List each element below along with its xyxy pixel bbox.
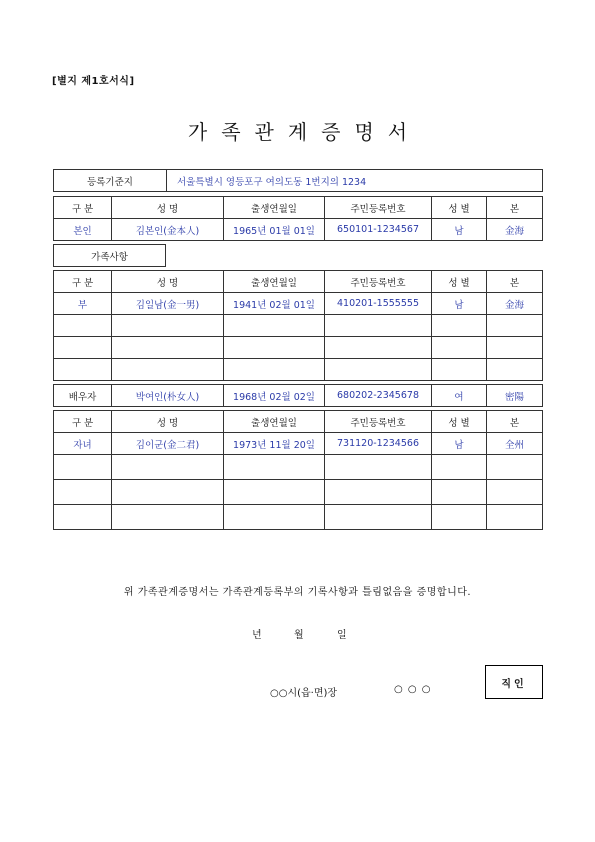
col-id: 주민등록번호 (325, 411, 432, 433)
family-section-label (53, 244, 166, 267)
spouse-id: 680202-2345678 (325, 385, 432, 407)
parents-table (53, 270, 543, 381)
col-name: 성 명 (112, 411, 224, 433)
table-row (54, 455, 543, 480)
col-origin: 본 (487, 411, 543, 433)
col-id: 주민등록번호 (325, 271, 432, 293)
col-type: 구 분 (54, 197, 112, 219)
col-name: 성 명 (112, 271, 224, 293)
issuer-name: ○ ○ ○ (394, 684, 432, 695)
parent-birth: 1941년 02월 01일 (224, 293, 325, 315)
self-birth: 1965년 01월 01일 (224, 219, 325, 241)
spouse-type: 배우자 (54, 385, 112, 407)
child-name: 김이군(金二君) (112, 433, 224, 455)
table-row (54, 433, 543, 455)
child-birth: 1973년 11월 20일 (224, 433, 325, 455)
table-row (54, 505, 543, 530)
col-origin: 본 (487, 271, 543, 293)
form-label: [별지 제1호서식] (52, 76, 135, 87)
table-row (54, 385, 543, 407)
table-row (54, 293, 543, 315)
table-row (54, 315, 543, 337)
header-row (54, 197, 543, 219)
children-table (53, 410, 543, 530)
registration-table (53, 169, 543, 192)
table-row (54, 359, 543, 381)
col-birth: 출생연월일 (224, 197, 325, 219)
col-origin: 본 (487, 197, 543, 219)
date-month: 월 (294, 630, 304, 641)
col-sex: 성 별 (432, 271, 487, 293)
child-sex: 남 (432, 433, 487, 455)
child-origin: 全州 (487, 433, 543, 455)
date-year: 년 (252, 630, 262, 641)
col-birth: 출생연월일 (224, 271, 325, 293)
self-table (53, 196, 543, 241)
spouse-name: 박여인(朴女人) (112, 385, 224, 407)
col-sex: 성 별 (432, 197, 487, 219)
spouse-table (53, 384, 543, 407)
self-origin: 金海 (487, 219, 543, 241)
col-id: 주민등록번호 (325, 197, 432, 219)
table-row (54, 337, 543, 359)
child-type: 자녀 (54, 433, 112, 455)
table-row (54, 480, 543, 505)
date-day: 일 (337, 630, 347, 641)
col-sex: 성 별 (432, 411, 487, 433)
parent-origin: 金海 (487, 293, 543, 315)
parent-sex: 남 (432, 293, 487, 315)
official-seal-box: 직인 (485, 665, 543, 699)
col-birth: 출생연월일 (224, 411, 325, 433)
header-row (54, 271, 543, 293)
issuer-office: ○○시(읍·면)장 (270, 688, 338, 699)
col-name: 성 명 (112, 197, 224, 219)
child-id: 731120-1234566 (325, 433, 432, 455)
registration-value: 서울특별시 영등포구 여의도동 1번지의 1234 (167, 170, 543, 192)
parent-name: 김일남(金一男) (112, 293, 224, 315)
family-section-text: 가족사항 (54, 245, 166, 267)
self-sex: 남 (432, 219, 487, 241)
registration-label: 등록기준지 (54, 170, 167, 192)
spouse-origin: 密陽 (487, 385, 543, 407)
col-type: 구 분 (54, 271, 112, 293)
self-name: 김본인(金本人) (112, 219, 224, 241)
col-type: 구 분 (54, 411, 112, 433)
certification-statement: 위 가족관계증명서는 가족관계등록부의 기록사항과 틀림없음을 증명합니다. (123, 587, 472, 598)
spouse-birth: 1968년 02월 02일 (224, 385, 325, 407)
table-row (54, 219, 543, 241)
self-id: 650101-1234567 (325, 219, 432, 241)
self-type: 본인 (54, 219, 112, 241)
spouse-sex: 여 (432, 385, 487, 407)
parent-type: 부 (54, 293, 112, 315)
parent-id: 410201-1555555 (325, 293, 432, 315)
page-title: 가족관계증명서 (187, 120, 422, 144)
header-row (54, 411, 543, 433)
